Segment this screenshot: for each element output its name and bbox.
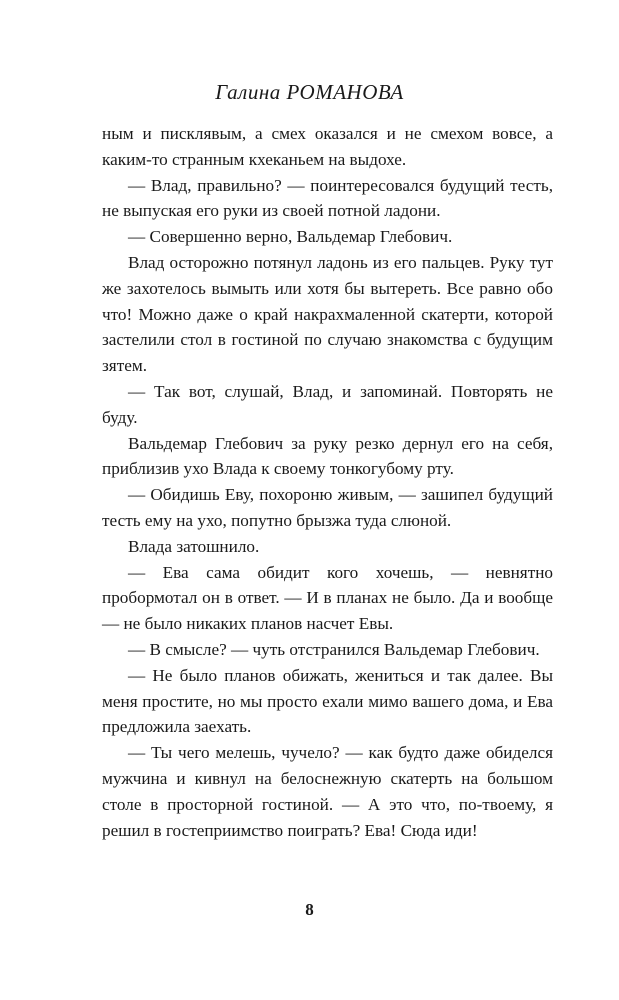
paragraph: — В смысле? — чуть отстранился Вальдемар Глебович. bbox=[128, 639, 540, 659]
paragraph: — Так вот, слушай, Влад, и запоминай. Повторять не буду. bbox=[102, 381, 553, 427]
paragraph: — Ева сама обидит кого хочешь, — невнятно пробормотал он в ответ. — И в планах не было. Да и вообще — не было никаких планов насчет Евы. bbox=[102, 562, 553, 634]
paragraph: Влада затошнило. bbox=[128, 536, 260, 556]
paragraph: Влад осторожно потянул ладонь из его пальцев. Руку тут же захотелось вымыть или хотя бы вытереть. Все равно обо что! Можно даже о край накрахмаленной скатерти, которой застелили стол в гостиной по случаю знакомства с будущим зятем. bbox=[102, 252, 553, 376]
paragraph: ным и писклявым, а смех оказался и не смехом вовсе, а каким-то странным кхеканьем на выдохе. bbox=[102, 124, 553, 169]
paragraph: — Обидишь Еву, похороню живым, — зашипел будущий тесть ему на ухо, попутно брызжа туда слюной. bbox=[102, 485, 553, 530]
body-text bbox=[102, 121, 553, 843]
paragraph: — Не было планов обижать, жениться и так далее. Вы меня простите, но мы просто ехали мимо вашего дома, и Ева предложила заехать. bbox=[102, 665, 553, 737]
page-number: 8 bbox=[305, 900, 314, 919]
paragraph: — Ты чего мелешь, чучело? — как будто даже обиделся мужчина и кивнул на белоснежную скатерть на большом столе в просторной гостиной. — А это что, по-твоему, я решил в гостеприимство поиграть? Ева! Сюда иди! bbox=[102, 743, 553, 840]
paragraph: — Совершенно верно, Вальдемар Глебович. bbox=[128, 227, 453, 247]
paragraph: Вальдемар Глебович за руку резко дернул его на себя, приблизив ухо Влада к своему тонкогубому рту. bbox=[102, 433, 553, 479]
paragraph: — Влад, правильно? — поинтересовался будущий тесть, не выпуская его руки из своей потной ладони. bbox=[102, 175, 553, 221]
running-header: Галина РОМАНОВА bbox=[215, 80, 404, 104]
